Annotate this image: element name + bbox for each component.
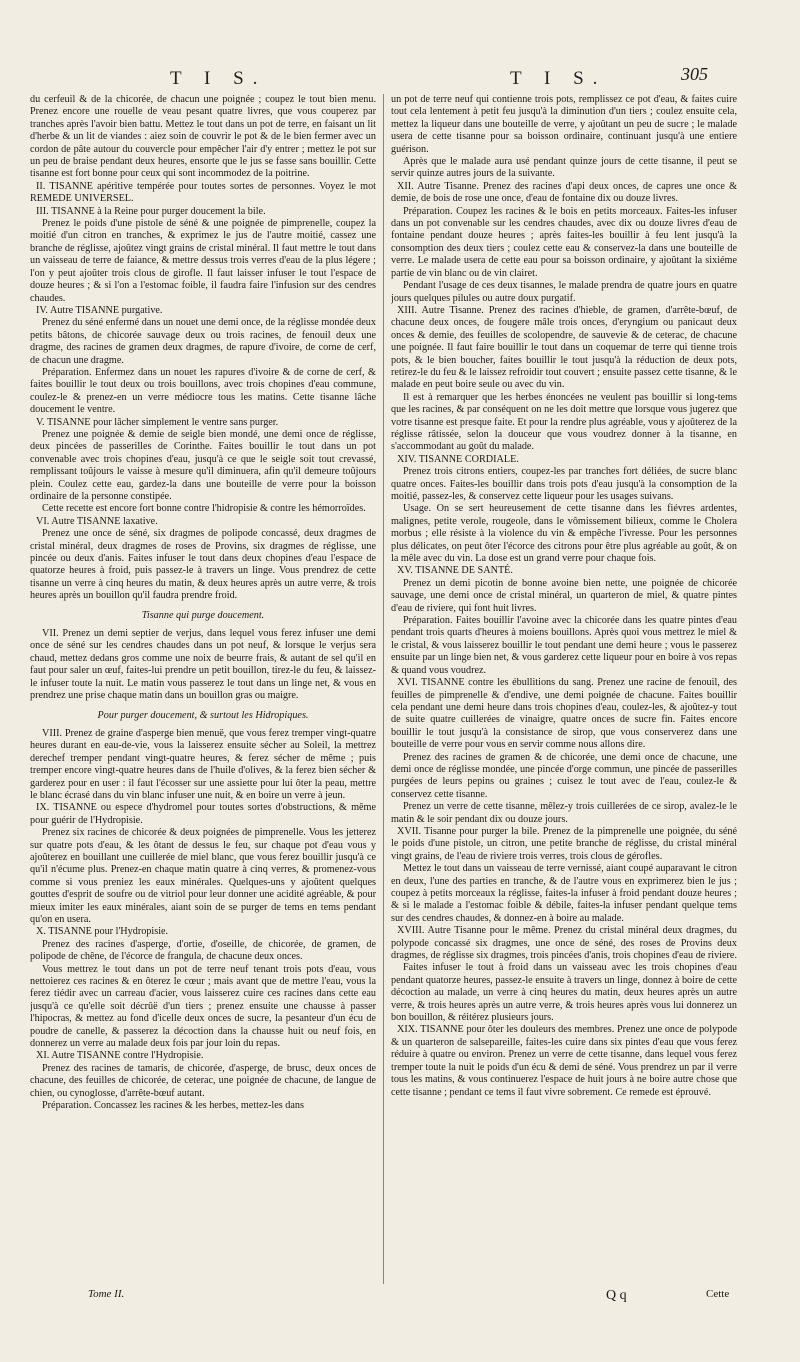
paragraph: Prenez le poids d'une pistole de séné & une poignée de pimprenelle, coupez la moitié d'un citron en tranches, & exprimez le jus de l'autre moitié, cassez une branche de réglisse, ajoûtez vingt grains de cristal minéral. Il faut mettre le tout dans un vaisseau de terre de faiance, & mettre dessus trois verres d'eau de la plus légere ; l'on y peut ajoûter trois clous de girofle. Il faut laisser infuser le tout l'espace de douze heures ; & si l'on a l'estomac foible, il faudra faire l'infusion sur des cendres chaudes. [30,218,376,304]
section-subheading: Pour purger doucement, & surtout les Hidropiques. [97,709,309,721]
section-subheading: Tisanne qui purge doucement. [141,609,265,621]
paragraph: Prenez six racines de chicorée & deux poignées de pimprenelle. Vous les jetterez sur quatre pots d'eau, & les ôtant de dessus le feu, sur chaque pot d'eau vous y ajoûterez en bouillant une cuillerée de miel blanc, que vous ferez bouillir jusqu'à ce qu'il n'écume plus. Prenez-en chaque matin quatre à cinq verres, & promenez-vous comme si vous preniez les eaux minérales. Quelques-uns y ajoûtent quelques gouttes d'esprit de soufre ou de vitriol pour leur donner une acidité agréable, & pour mieux imiter les eaux minérales, aiant soin de se purger de tems en tems pendant qu'on en usera. [30,827,376,925]
right-column [391,94,737,1284]
paragraph: VIII. Prenez de graine d'asperge bien menuë, que vous ferez tremper vingt-quatre heures durant en eau-de-vie, vous la laisserez ensuite sécher au Soleil, la mettrez derechef tremper pendant vingt-quatre heures, & ferez sécher de même ; puis tremper encore vingt-quatre heures dans de l'huile d'olives, & la ferez bien sécher & garderez pour en user : il faut l'écosser sur une assiette pour lui ôter la peau, mettre le blanc écrasé dans du vin blanc infuser une nuit, & en boire un verre à jeun. [30,727,376,801]
entry-heading: XVIII. Autre Tisanne pour le même. Prenez du cristal minéral deux dragmes, du polypode concassé six dragmes, une once de séné, des roses de Provins deux dragmes, de réglisse six dragmes, trois pincées d'anis, trois chopines d'eau de riviere. [391,925,737,962]
entry-heading: VI. Autre TISANNE laxative. [36,515,158,527]
entry-heading: XVII. Tisanne pour purger la bile. Prenez de la pimprenelle une poignée, du séné le poids d'une pistole, un citron, une petite branche de réglisse, du cristal minéral vingt grains, de l'eau de riviere trois verres, trois clous de gérofles. [391,825,737,862]
paragraph: Prenez trois citrons entiers, coupez-les par tranches fort déliées, de sucre blanc quatre onces. Faites-les bouillir dans trois pots d'eau jusqu'à la consomption de la moitié, passez-les, & conservez cette liqueur pour les usages suivans. [391,466,737,502]
entry-heading: III. TISANNE à la Reine pour purger doucement la bile. [36,205,266,217]
entry-heading: IV. Autre TISANNE purgative. [36,304,163,316]
paragraph: Après que le malade aura usé pendant quinze jours de cette tisanne, il peut se servir quinze autres jours de la suivante. [391,156,737,180]
column-divider [383,94,384,1284]
paragraph: Faites infuser le tout à froid dans un vaisseau avec les trois chopines d'eau pendant quatorze heures, passez-le ensuite à travers un linge, donnez à boire de cette décoction au malade, un verre à cinq heures du matin, deux heures après un autre verre, & trois heures après un autre verre, & trois heures après vous lui donnerez un bon bouillon, & réitérez plusieurs jours. [391,962,737,1024]
paragraph: Préparation. Enfermez dans un nouet les rapures d'ivoire & de corne de cerf, & faites bouillir le tout deux ou trois bouillons, avec trois chopines d'eau commune, coulez-le & prenez-en un verre médiocre tous les matins. Cette tisanne lâche doucement le ventre. [30,366,376,416]
entry-heading: XV. TISANNE DE SANTÉ. [397,565,513,577]
paragraph: Mettez le tout dans un vaisseau de terre vernissé, aiant coupé auparavant le citron en deux, l'une des parties en tranche, & de l'autre vous en exprimerez bien le jus ; coupez à petits morceaux la réglisse, faites-la infuser à froid pendant douze heures ; & si le malade a l'estomac foible & débile, faites-la infuser pendant quelque tems sur des cendres chaudes, & donnez-en à boire au malade. [391,863,737,924]
paragraph: Prenez une poignée & demie de seigle bien mondé, une demi once de réglisse, deux pincées de passerilles de Corinthe. Faites bouillir le tout dans un pot convenable avec trois chopines d'eau, jusqu'à ce que le seigle soit tout crevassé, remplissant toûjours le vaisse à mesure qu'il diminuera, afin qu'il demeure toûjours plein. Coulez cette eau, gardez-la dans une bouteille de verre pour la boisson ordinaire de la personne constipée. [30,428,376,502]
paragraph: Pendant l'usage de ces deux tisannes, le malade prendra de quatre jours en quatre jours quelques pilules ou autre doux purgatif. [391,280,737,304]
paragraph: Préparation. Concassez les racines & les herbes, mettez-les dans [42,1100,304,1112]
paragraph: Cette recette est encore fort bonne contre l'hidropisie & contre les hémorroïdes. [42,503,366,515]
entry-heading: XIII. Autre Tisanne. Prenez des racines d'hieble, de gramen, d'arrête-bœuf, de chacune deux onces, de fougere mâle trois onces, d'eryngium ou panicaut deux onces & demie, des feuilles de scolopendre, de sauvevie & de ceterac, de chacune une poignée. Il faut faire bouillir le tout dans un coquemar de terre qui tienne trois pots, & le bien boucher, faites bouillir le tout jusqu'à la réduction de deux pots, retirez-le du feu & le laissez refroidir tout couvert ; ensuite passez cette tisanne, & le malade en peut boire seule ou avec du vin. [391,304,737,391]
entry-heading: XIX. TISANNE pour ôter les douleurs des membres. Prenez une once de polypode & un quarteron de salsepareille, faites-les cuire dans six pintes d'eau que vous ferez réduire à quatre ou environ. Prenez un verre de cette tisanne, dans lequel vous ferez tremper toute la nuit le poids d'un écu & demi de séné. Vous prendrez un par il verre tous les matins, & vous continuerez l'espace de huit jours à ne boire autre chose que cette tisanne ; pendant ce tems il faut vivre sobrement. Ce remede est éprouvé. [391,1024,737,1098]
running-head-right: T I S. [510,68,607,89]
paragraph: Usage. On se sert heureusement de cette tisanne dans les fiévres ardentes, malignes, petite verole, rougeole, dans le vômissement bilieux, comme le Cholera morbus ; elle résiste à la violence du vin & empêche l'ivresse. Pour les personnes plus délicates, on peut ôter l'écorce des citrons pour être plus agréable au goût, & on la mêle avec du vin. La dose est un grand verre pour chaque fois. [391,503,737,565]
paragraph: Prenez une once de séné, six dragmes de polipode concassé, deux dragmes de cristal minéral, deux dragmes de roses de Provins, six dragmes de réglisse, une pincée ou deux d'anis. Faites infuser le tout dans deux chopines d'eau l'espace de quatorze heures à froid, puis passez-le à travers un linge. Vous prendrez de cette tisanne un verre à cinq heures du matin, & deux heures après un autre verre, & trois heures après un bouillon qu'il faudra prendre froid. [30,528,376,602]
volume-label: Tome II. [88,1288,125,1300]
entry-heading: II. TISANNE apéritive tempérée pour toutes sortes de personnes. Voyez le mot REMEDE UNIVERSEL. [30,180,376,205]
paragraph: Prenez des racines de tamaris, de chicorée, d'asperge, de brusc, deux onces de chacune, des feuilles de chicorée, de ceterac, une poignée de chacune, de langue de chien, ou cynoglosse, d'arrête-bœuf autant. [30,1062,376,1099]
entry-heading: XVI. TISANNE contre les ébullitions du sang. Prenez une racine de fenouil, des feuilles de pimprenelle & d'endive, une demi poignée de chacune. Faites bouillir cela pendant une demi heure dans trois chopines d'eau, coulez-les, & ajoûtez-y tout de suite quatre cuillerées de vinaigre, quatre onces de sucre fin. Faites encore bouillir le tout jusqu'à la consistance de sirop, que vous conserverez dans une bouteille de verre pour vous en servir comme nous allons dire. [391,677,737,751]
running-head-left: T I S. [170,68,267,89]
entry-heading: XII. Autre Tisanne. Prenez des racines d'api deux onces, de capres une once & demie, de bois de rose une once, d'eau de fontaine dix ou douze livres. [391,180,737,205]
left-column [30,94,376,1284]
page-number: 305 [681,64,708,84]
entry-heading: X. TISANNE pour l'Hydropisie. [36,926,169,938]
paragraph: un pot de terre neuf qui contienne trois pots, remplissez ce pot d'eau, & faites cuire tout cela lentement à petit feu jusqu'à la diminution d'un tiers ; coulez ensuite cela, mettez la liqueur dans une bouteille de verre, y ajoûtant un peu de sucre ; le malade usera de cette tisanne pour sa boisson ordinaire, continuant jusqu'à une entiere guérison. [391,94,737,155]
paragraph: Prenez du séné enfermé dans un nouet une demi once, de la réglisse mondée deux petits bâtons, de chicorée sauvage deux ou trois racines, de fenouil deux une dragme, des racines de gramen deux dragmes, de rapure d'ivoire, de corne de cerf, de chacun une dragme. [30,317,376,366]
paragraph: Prenez un demi picotin de bonne avoine bien nette, une poignée de chicorée sauvage, une demi once de cristal minéral, un quarteron de miel, & quatre pintes d'eau de riviere, qui font huit livres. [391,577,737,614]
entry-heading: XIV. TISANNE CORDIALE. [397,453,519,465]
paragraph: Prenez un verre de cette tisanne, mêlez-y trois cuillerées de ce sirop, avalez-le le matin & le soir pendant dix ou douze jours. [391,801,737,825]
signature-mark: Q q [606,1288,627,1303]
paragraph: Il est à remarquer que les herbes énoncées ne veulent pas bouillir si long-tems que les racines, & par conséquent on ne les doit mettre que lorsque vous jugerez que votre tisanne est presque faite. Et pour la rendre plus agréable, vous y ajoûterez de la réglisse râtissée, selon la douceur que vous voudrez donner à la tisanne, en s'accommodant au goût du malade. [391,391,737,453]
paragraph: du cerfeuil & de la chicorée, de chacun une poignée ; coupez le tout bien menu. Prenez encore une rouelle de veau pesant quatre livres, que vous couperez par tranches après l'avoir bien battu. Mettez le tout dans un pot de terre, en faisant un lit d'herbe & un lit de viandes : aiez soin de couvrir le pot & de le bien fermer avec un cordon de pâte autour du couvercle pour empêcher l'air d'y entrer ; mettez le pot sur un peu de braise pendant deux heures, ensorte que le jus se fasse sans bouillir. Cette tisanne est fort bonne pour ceux qui sont incommodez de la poitrine. [30,94,376,180]
paragraph: Vous mettrez le tout dans un pot de terre neuf tenant trois pots d'eau, vous nettoierez ces racines & en ôterez le cœur ; mais avant que de mettre l'eau, vous la ferez tiédir avec un carreau d'acier, vous laisserez cuire ces racines dans cette eau jusqu'à ce qu'elle soit décrûë d'un tiers ; prenez ensuite une chausse à passer l'hipocras, & mettez au fond d'icelle deux onces de sucre, la pesanteur d'un écu de poudre de canelle, & passerez la décoction dans la chausse huit ou neuf fois, en donnerez un verre au malade deux fois par jour loin du repas. [30,963,376,1050]
paragraph: Prenez des racines d'asperge, d'ortie, d'oseille, de chicorée, de gramen, de polipode de chêne, de l'écorce de frangula, de chacune deux onces. [30,938,376,963]
entry-heading: V. TISANNE pour lâcher simplement le ventre sans purger. [36,416,279,428]
entry-heading: IX. TISANNE ou espece d'hydromel pour toutes sortes d'obstructions, & même pour guérir de l'Hydropisie. [30,802,376,826]
paragraph: Préparation. Faites bouillir l'avoine avec la chicorée dans les quatre pintes d'eau pendant trois quarts d'heures à moiens bouillons. Après quoi vous mettrez le miel & le cristal, & vous laisserez bouillir le tout pendant une demi heure ; vous le passerez ensuite par un linge bien net, & vous garderez cette liqueur pour en boire à vos repas & quand vous voudrez. [391,615,737,676]
entry-heading: XI. Autre TISANNE contre l'Hydropisie. [36,1050,204,1062]
paragraph: Préparation. Coupez les racines & le bois en petits morceaux. Faites-les infuser dans un pot convenable sur les cendres chaudes, avec dix ou douze livres d'eau de fontaine pendant douze heures ; après faites-les bouillir à feu lent jusqu'à la consomption des deux tiers ; coulez cette eau & conservez-la dans une bouteille de verre. Le malade usera de cette eau pour sa boisson ordinaire, y ajoûtant la sixiéme partie de vin blanc ou de vin clairet. [391,205,737,279]
paragraph: VII. Prenez un demi septier de verjus, dans lequel vous ferez infuser une demi once de séné sur les cendres chaudes dans un pot neuf, & lorsque le verjus sera chaud, mettez dedans gros comme une noix de beurre frais, & autant de sel qu'il en faut pour saler un œuf, faites-lui prendre un petit bouillon, tirez-le du feu, & laissez-le infuser toute la nuit. Le matin vous passerez le tout dans un linge net, & vous en prendrez une prise chaque matin dans un bouillon gras ou maigre. [30,628,376,702]
paragraph: Prenez des racines de gramen & de chicorée, une demi once de chacune, une demi once de réglisse mondée, une pincée d'orge commun, une pincée de passerilles purgées de leurs pepins ou graines ; cuisez le tout avec de l'eau, coulez-le & conservez cette tisanne. [391,751,737,800]
catchword: Cette [706,1288,730,1300]
